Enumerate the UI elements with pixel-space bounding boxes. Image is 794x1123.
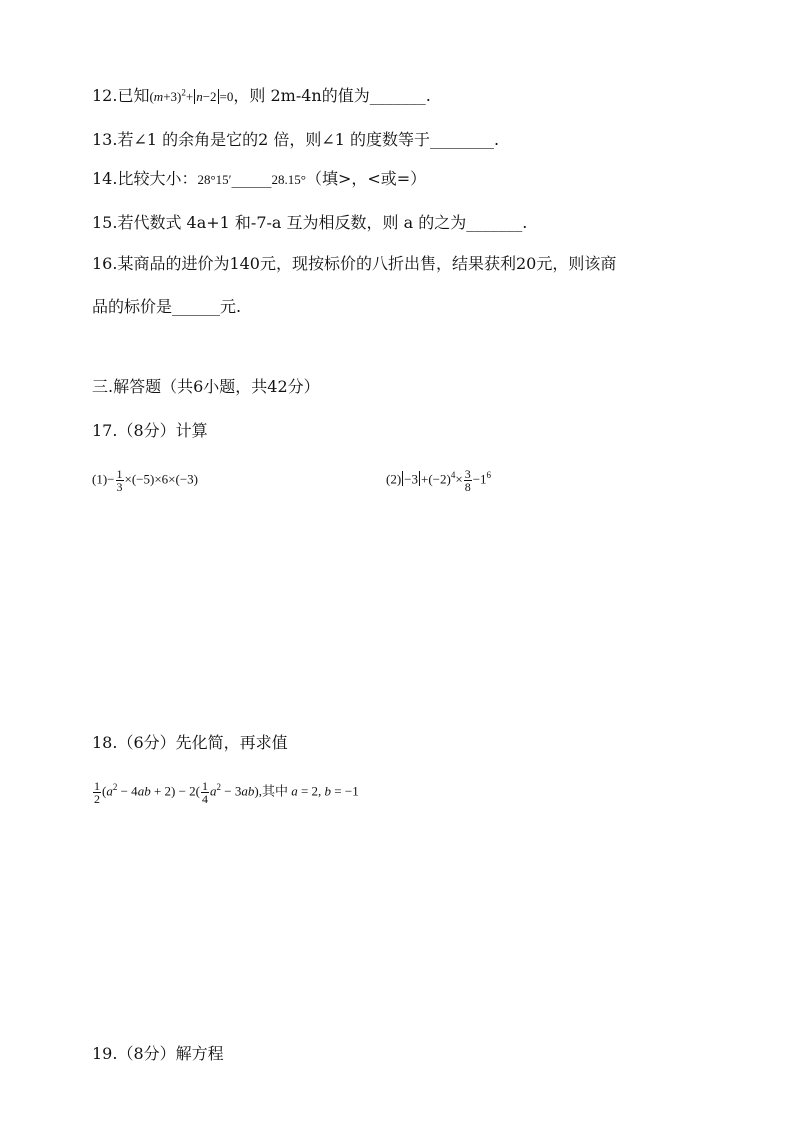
- question-17-title: 17.（8分）计算: [92, 421, 208, 440]
- q14-value-b: 28.15°: [271, 172, 306, 187]
- question-18-title: 18.（6分）先化简，再求值: [92, 733, 288, 752]
- q12-suffix: ，则 2m-4n的值为_______.: [233, 86, 431, 105]
- question-14: [92, 169, 426, 190]
- q12-prefix: 12.已知: [92, 86, 150, 105]
- q17-part1: (1)− $\frac{1}{3}$ ×(−5)×6×(−3): [92, 467, 198, 494]
- q14-blank: _____: [231, 169, 272, 188]
- q12-math: $(m+3)^2+ n-2 =0$: [149, 87, 234, 104]
- q14-prefix: 14.比较大小：: [92, 169, 198, 188]
- question-19-title: 19.（8分）解方程: [92, 1044, 224, 1063]
- q14-value-a: 28°15′: [197, 172, 232, 187]
- question-15: 15.若代数式 4a+1 和-7-a 互为相反数，则 a 的之为_______.: [92, 213, 528, 232]
- q18-expression: $\frac{1}{2}$ $(a^2 - 4ab + 2) - 2$( $\frac{1}{4}$ $a^2 - 3ab$),其中 a = 2, b = −1: [94, 779, 359, 806]
- question-16-line1: 16.某商品的进价为140元，现按标价的八折出售，结果获利20元，则该商: [92, 254, 617, 273]
- q14-suffix: （填>，<或=）: [305, 169, 427, 188]
- question-12: [92, 86, 431, 107]
- section-3-title: 三.解答题（共6小题，共42分）: [92, 377, 320, 396]
- question-13: 13.若∠1 的余角是它的2 倍，则∠1 的度数等于________.: [92, 130, 500, 149]
- question-16-line2: 品的标价是______元.: [92, 297, 242, 316]
- q17-part2: $(2) -3 +(-2)^4\times$ $\frac{3}{8}$ $-1^6$: [386, 467, 492, 494]
